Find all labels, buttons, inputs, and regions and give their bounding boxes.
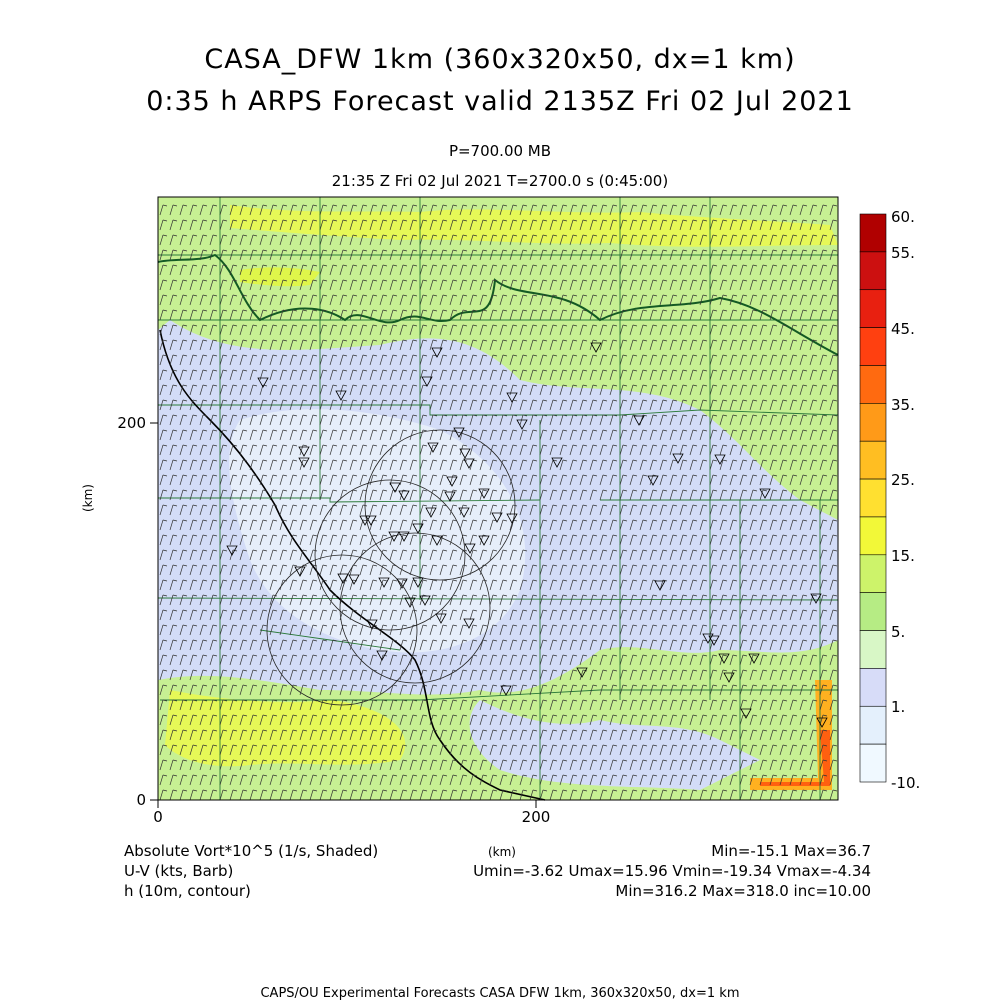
colorbar-swatch [860, 517, 886, 555]
colorbar-swatch [860, 631, 886, 669]
y-tick-label: 0 [136, 791, 146, 809]
y-tick-label: 200 [117, 414, 146, 432]
field-label-barb: U-V (kts, Barb) [124, 862, 234, 880]
colorbar-swatch [860, 328, 886, 366]
colorbar-label: 25. [891, 471, 915, 489]
field-label-contour: h (10m, contour) [124, 882, 251, 900]
y-axis-label: (km) [81, 483, 95, 513]
colorbar-label: 15. [891, 547, 915, 565]
colorbar-swatch [860, 252, 886, 290]
credit-line: CAPS/OU Experimental Forecasts CASA DFW 1km, 360x320x50, dx=1 km [260, 986, 740, 1001]
x-tick-label: 200 [521, 808, 551, 826]
colorbar-label: 35. [891, 396, 915, 414]
colorbar-swatch [860, 668, 886, 706]
shaded-min-max: Min=-15.1 Max=36.7 [711, 842, 871, 860]
colorbar-label: 5. [891, 623, 906, 641]
colorbar-swatch [860, 593, 886, 631]
colorbar-swatch [860, 214, 886, 252]
colorbar-label: -10. [891, 774, 921, 792]
chart-title-line1: CASA_DFW 1km (360x320x50, dx=1 km) [204, 44, 796, 75]
colorbar [860, 208, 920, 792]
pressure-level: P=700.00 MB [448, 142, 552, 160]
colorbar-label: 1. [891, 698, 906, 716]
colorbar-swatch [860, 403, 886, 441]
colorbar-swatch [860, 290, 886, 328]
colorbar-swatch [860, 555, 886, 593]
x-tick-label: 0 [153, 808, 163, 826]
colorbar-label: 55. [891, 244, 915, 262]
colorbar-label: 60. [891, 208, 915, 226]
x-axis-label: (km) [487, 845, 517, 859]
colorbar-swatch [860, 441, 886, 479]
colorbar-swatch [860, 365, 886, 403]
colorbar-label: 45. [891, 320, 915, 338]
wind-min-max: Umin=-3.62 Umax=15.96 Vmin=-19.34 Vmax=-4.34 [473, 862, 871, 880]
chart-title-line2: 0:35 h ARPS Forecast valid 2135Z Fri 02 Jul 2021 [146, 86, 854, 117]
valid-time: 21:35 Z Fri 02 Jul 2021 T=2700.0 s (0:45:00) [331, 172, 669, 190]
contour-min-max: Min=316.2 Max=318.0 inc=10.00 [615, 882, 871, 900]
field-label-shaded: Absolute Vort*10^5 (1/s, Shaded) [124, 842, 379, 860]
colorbar-swatch [860, 744, 886, 782]
colorbar-swatch [860, 706, 886, 744]
colorbar-swatch [860, 479, 886, 517]
